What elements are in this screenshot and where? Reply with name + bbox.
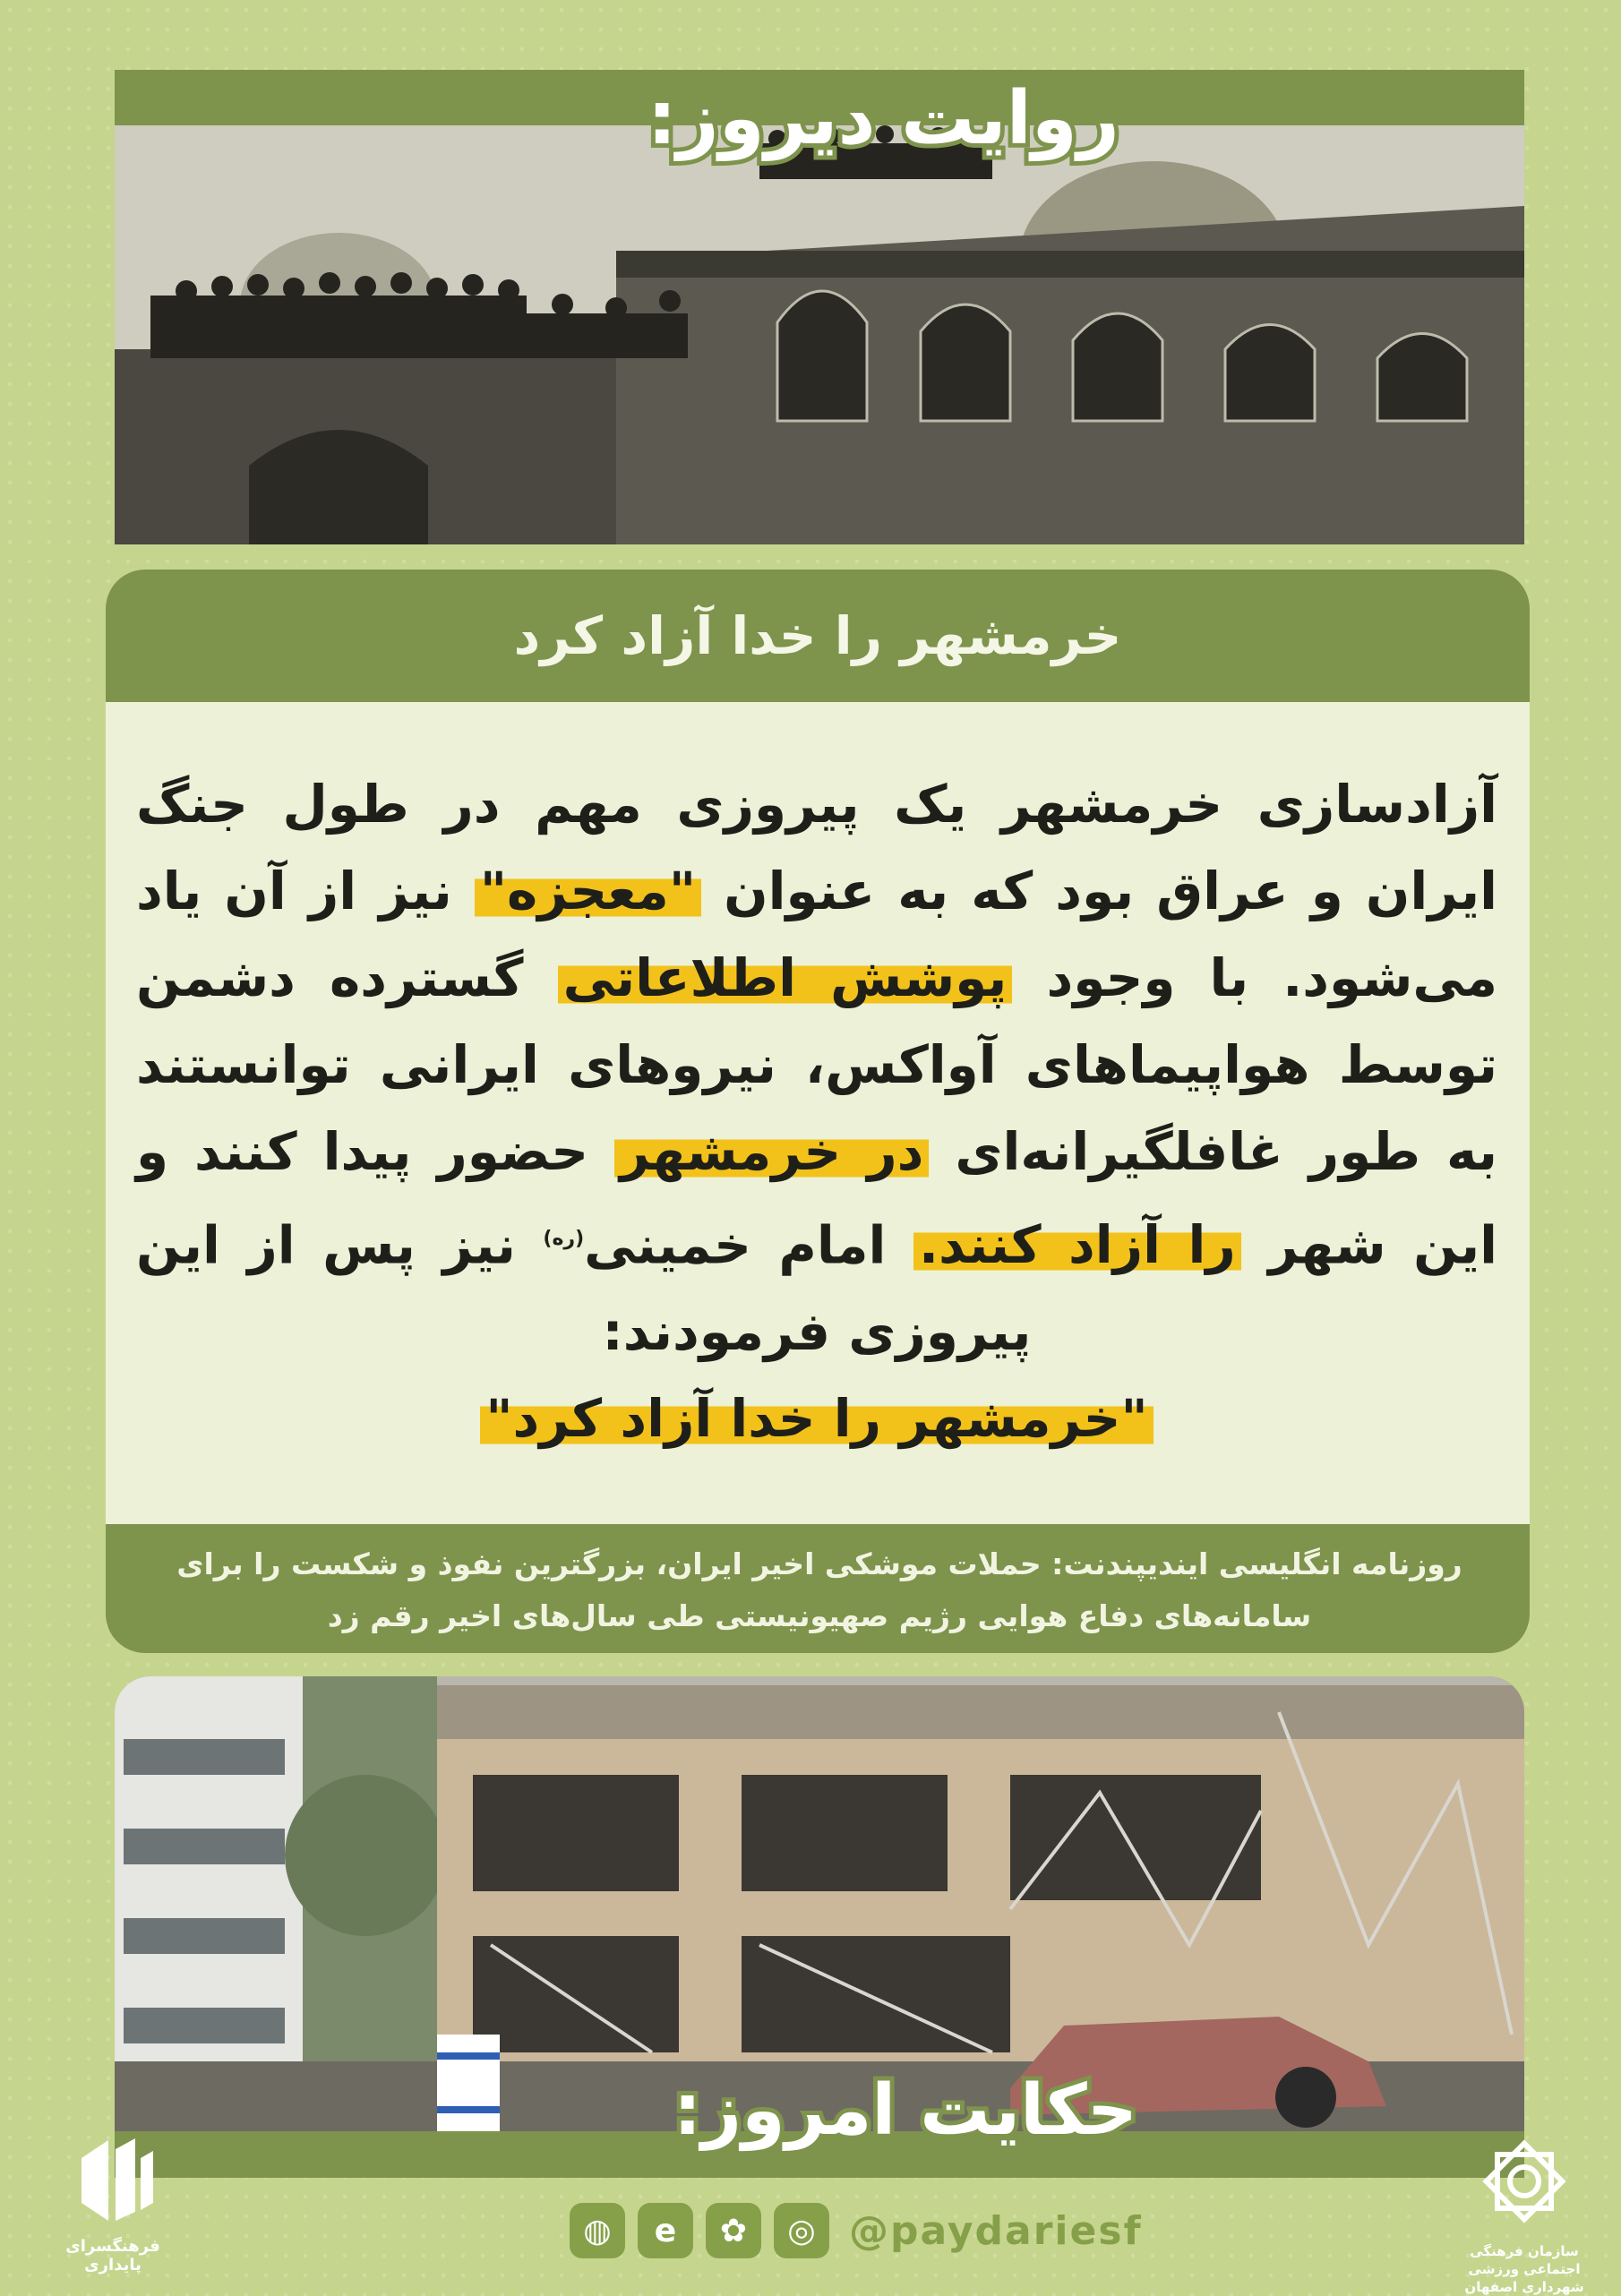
- body-text-6: نیز پس از این پیروزی فرمودند:: [136, 1214, 1032, 1363]
- isfahan-municipality-logo: [1453, 2128, 1596, 2295]
- organization-emblem-icon: [1471, 2128, 1578, 2235]
- honorific: (ره): [543, 1228, 585, 1250]
- bottom-section-title: حکایت امروز:: [673, 2070, 1137, 2151]
- instagram-icon[interactable]: ◎: [774, 2203, 829, 2258]
- quote-line: [136, 1375, 1497, 1462]
- highlight-intelligence-coverage: پوشش اطلاعاتی: [558, 947, 1013, 1008]
- news-caption: روزنامه انگلیسی ایندیپندنت: حملات موشکی اخیر ایران، بزرگترین نفوذ و شکست را برای سامانه‌های دفاع هوایی رژیم صهیونیستی طی سال‌های اخیر رقم زد: [176, 1546, 1462, 1633]
- card-heading: خرمشهر را خدا آزاد کرد: [513, 605, 1122, 666]
- top-section-title: روایت دیروز:: [647, 76, 1119, 161]
- highlight-in-khorramshahr: در خرمشهر: [614, 1121, 929, 1182]
- logo-right-caption: سازمان فرهنگی اجتماعی ورزشی شهرداری اصفهان: [1464, 2243, 1584, 2295]
- social-handle[interactable]: @paydariesf: [849, 2207, 1143, 2254]
- body-text-1: آزادسازی خرمشهر یک پیروزی مهم در طول جنگ ایران و عراق بود که به عنوان: [136, 774, 1498, 921]
- farhangsara-logo: [50, 2131, 176, 2283]
- body-text-4: حضور پیدا کنند و این شهر: [136, 1121, 1497, 1276]
- body-text-5: امام خمینی: [584, 1214, 913, 1276]
- globe-icon[interactable]: ◍: [570, 2203, 625, 2258]
- highlight-liberate: را آزاد کنند.: [913, 1214, 1241, 1275]
- body-text-2: نیز از آن یاد می‌شود. با وجود: [136, 861, 1498, 1008]
- historical-mosque-photo: [115, 125, 1524, 544]
- social-links: [570, 2196, 1143, 2266]
- paydari-logo-icon: [64, 2131, 162, 2230]
- body-paragraph: [136, 761, 1497, 1462]
- highlight-quote: "خرمشهر را خدا آزاد کرد": [480, 1388, 1153, 1449]
- body-text-3: گسترده دشمن توسط هواپیماهای آواکس، نیروهای ایرانی توانستند به طور غافلگیرانه‌ای: [136, 947, 1497, 1182]
- rubika-icon[interactable]: ✿: [706, 2203, 761, 2258]
- logo-left-caption: فرهنگسرای پایداری: [65, 2237, 160, 2275]
- highlight-miracle: "معجزه": [475, 861, 701, 921]
- eitaa-icon[interactable]: e: [638, 2203, 693, 2258]
